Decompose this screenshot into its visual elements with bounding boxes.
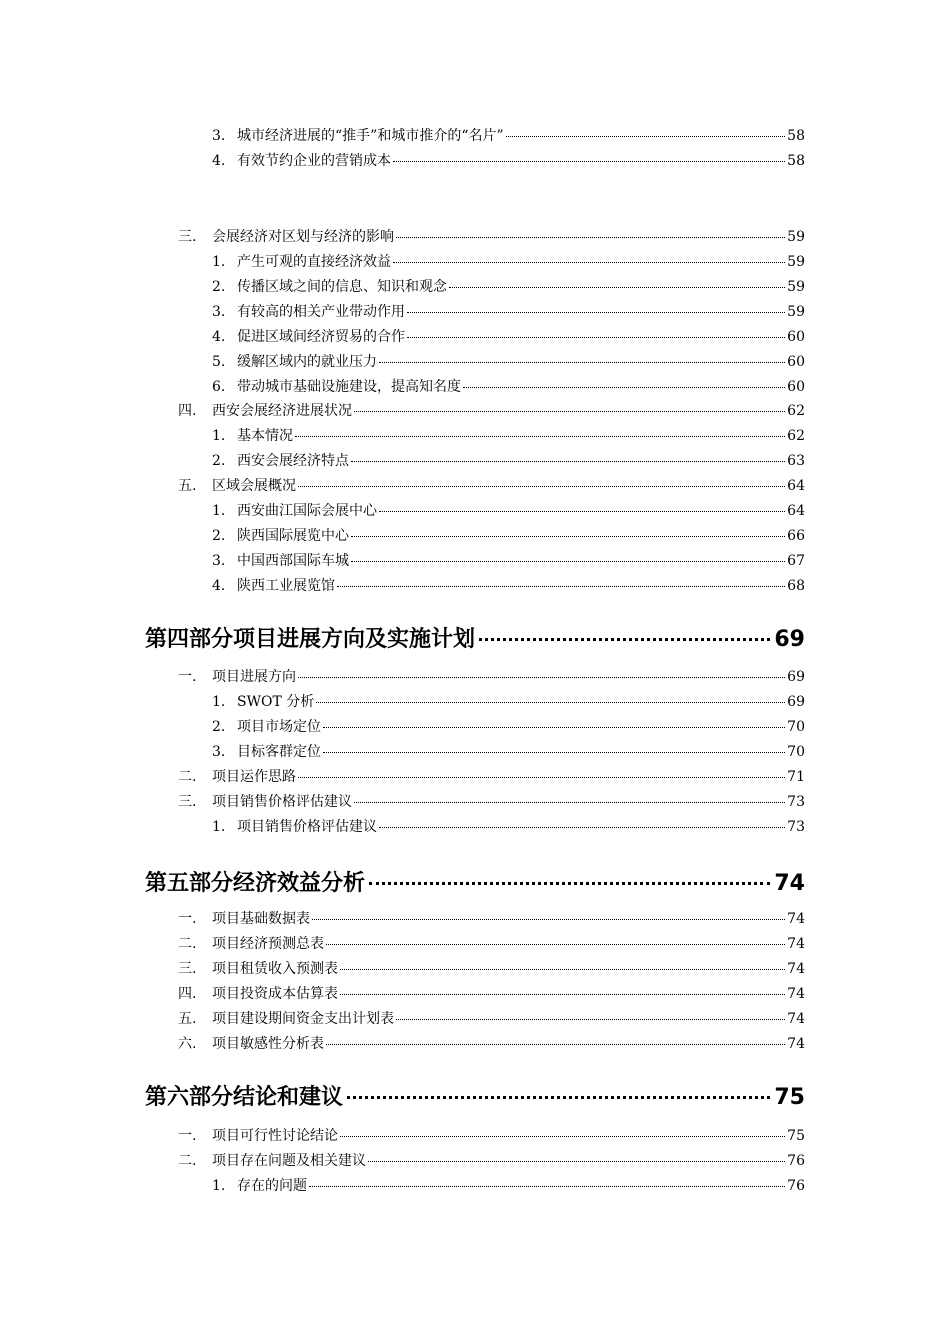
toc-entry-page: 63 xyxy=(787,453,805,469)
toc-entry[interactable] xyxy=(178,666,805,688)
dot-leader xyxy=(351,461,785,462)
dot-leader xyxy=(351,536,785,537)
toc-entry[interactable] xyxy=(212,376,805,398)
toc-entry-title: 项目经济预测总表 xyxy=(212,936,324,952)
toc-entry-page: 74 xyxy=(787,1011,805,1027)
toc-part-heading[interactable] xyxy=(145,623,805,657)
dot-leader xyxy=(393,161,785,162)
toc-entry-title: 西安会展经济特点 xyxy=(237,453,349,469)
toc-entry-number: 1. xyxy=(212,254,226,270)
toc-entry-page: 69 xyxy=(787,694,805,710)
dot-leader xyxy=(316,702,785,703)
toc-entry-number: 五. xyxy=(178,478,197,494)
dot-leader xyxy=(463,387,785,388)
toc-part-heading[interactable] xyxy=(145,867,805,901)
toc-entry-title: 项目运作思路 xyxy=(212,769,296,785)
toc-entry-number: 1. xyxy=(212,694,226,710)
dot-leader xyxy=(506,136,786,137)
toc-entry[interactable] xyxy=(212,326,805,348)
toc-entry[interactable] xyxy=(212,691,805,713)
toc-entry-page: 64 xyxy=(787,503,805,519)
toc-entry-page: 58 xyxy=(787,128,805,144)
toc-entry[interactable] xyxy=(212,125,805,147)
toc-entry-number: 二. xyxy=(178,769,197,785)
toc-entry-page: 75 xyxy=(787,1128,805,1144)
dot-leader xyxy=(379,827,785,828)
toc-entry-number: 第四部分 xyxy=(145,627,234,652)
toc-entry-title: 结论和建议 xyxy=(233,1085,344,1110)
toc-entry-page: 59 xyxy=(787,279,805,295)
toc-entry-title: 陕西国际展览中心 xyxy=(237,528,349,544)
dot-leader xyxy=(295,436,785,437)
dot-leader xyxy=(368,1161,785,1162)
toc-entry-title: 项目敏感性分析表 xyxy=(212,1036,324,1052)
toc-entry-title: 经济效益分析 xyxy=(233,871,366,896)
toc-entry-title: 传播区域之间的信息、知识和观念 xyxy=(237,279,447,295)
toc-entry[interactable] xyxy=(212,301,805,323)
toc-entry-title: 中国西部国际车城 xyxy=(237,553,349,569)
toc-entry[interactable] xyxy=(212,500,805,522)
toc-entry-number: 三. xyxy=(178,794,197,810)
toc-entry-title: 带动城市基础设施建设，提高知名度 xyxy=(237,379,461,395)
dot-leader xyxy=(347,1096,770,1099)
dot-leader xyxy=(396,237,785,238)
toc-entry-title: 存在的问题 xyxy=(237,1178,307,1194)
dot-leader xyxy=(407,337,785,338)
toc-entry-number: 一. xyxy=(178,669,197,685)
toc-entry[interactable] xyxy=(178,1150,805,1172)
toc-entry-number: 一. xyxy=(178,1128,197,1144)
dot-leader xyxy=(369,882,770,885)
toc-entry-page: 58 xyxy=(787,153,805,169)
toc-entry[interactable] xyxy=(212,251,805,273)
toc-entry-number: 1. xyxy=(212,1178,226,1194)
toc-entry-title: 项目进展方向及实施计划 xyxy=(233,627,476,652)
toc-entry-title: 缓解区域内的就业压力 xyxy=(237,354,377,370)
toc-part-heading[interactable] xyxy=(145,1081,805,1115)
toc-entry[interactable] xyxy=(178,226,805,248)
toc-entry[interactable] xyxy=(212,550,805,572)
toc-entry-page: 64 xyxy=(787,478,805,494)
toc-entry-number: 6. xyxy=(212,379,226,395)
toc-entry-page: 76 xyxy=(787,1153,805,1169)
toc-entry-page: 76 xyxy=(787,1178,805,1194)
dot-leader xyxy=(298,677,785,678)
dot-leader xyxy=(312,919,785,920)
toc-entry-number: 4. xyxy=(212,153,226,169)
toc-entry-page: 73 xyxy=(787,819,805,835)
toc-entry-number: 1. xyxy=(212,819,226,835)
toc-entry-number: 六. xyxy=(178,1036,197,1052)
dot-leader xyxy=(340,1136,785,1137)
toc-entry-page: 75 xyxy=(774,1085,805,1110)
toc-entry-page: 69 xyxy=(787,669,805,685)
toc-entry-title: 项目销售价格评估建议 xyxy=(237,819,377,835)
toc-entry-title: 陕西工业展览馆 xyxy=(237,578,335,594)
toc-entry[interactable] xyxy=(178,475,805,497)
toc-entry-page: 70 xyxy=(787,719,805,735)
toc-entry-page: 74 xyxy=(787,1036,805,1052)
dot-leader xyxy=(449,287,785,288)
toc-entry[interactable] xyxy=(178,766,805,788)
toc-entry-title: 项目市场定位 xyxy=(237,719,321,735)
dot-leader xyxy=(340,994,785,995)
toc-entry-title: 项目可行性讨论结论 xyxy=(212,1128,338,1144)
toc-entry-page: 74 xyxy=(787,986,805,1002)
toc-entry-title: 西安曲江国际会展中心 xyxy=(237,503,377,519)
toc-entry[interactable] xyxy=(212,716,805,738)
toc-entry[interactable] xyxy=(212,816,805,838)
toc-entry-page: 73 xyxy=(787,794,805,810)
toc-entry[interactable] xyxy=(212,450,805,472)
toc-entry-title: 有较高的相关产业带动作用 xyxy=(237,304,405,320)
toc-entry-title: 会展经济对区划与经济的影响 xyxy=(212,229,394,245)
toc-entry-page: 74 xyxy=(787,961,805,977)
toc-entry-page: 66 xyxy=(787,528,805,544)
toc-entry-number: 2. xyxy=(212,279,226,295)
toc-entry-page: 60 xyxy=(787,329,805,345)
toc-entry-title: 有效节约企业的营销成本 xyxy=(237,153,391,169)
toc-entry[interactable] xyxy=(178,983,805,1005)
toc-entry-page: 74 xyxy=(787,911,805,927)
toc-entry-number: 4. xyxy=(212,329,226,345)
toc-entry-page: 60 xyxy=(787,379,805,395)
toc-entry-title: 城市经济进展的“推手”和城市推介的“名片” xyxy=(237,128,504,144)
dot-leader xyxy=(407,312,785,313)
dot-leader xyxy=(326,1044,785,1045)
toc-entry-number: 4. xyxy=(212,578,226,594)
toc-entry-title: 项目投资成本估算表 xyxy=(212,986,338,1002)
dot-leader xyxy=(351,561,785,562)
toc-entry-number: 第六部分 xyxy=(145,1085,234,1110)
toc-entry-number: 五. xyxy=(178,1011,197,1027)
toc-entry-number: 3. xyxy=(212,128,226,144)
dot-leader xyxy=(340,969,785,970)
dot-leader xyxy=(479,638,770,641)
toc-entry-page: 74 xyxy=(787,936,805,952)
toc-entry-title: 西安会展经济进展状况 xyxy=(212,403,352,419)
toc-entry-title: 产生可观的直接经济效益 xyxy=(237,254,391,270)
toc-entry-title: 基本情况 xyxy=(237,428,293,444)
dot-leader xyxy=(393,262,785,263)
dot-leader xyxy=(354,411,785,412)
toc-entry-page: 70 xyxy=(787,744,805,760)
toc-entry-page: 67 xyxy=(787,553,805,569)
toc-entry-page: 62 xyxy=(787,428,805,444)
toc-entry[interactable] xyxy=(212,351,805,373)
toc-entry-title: 项目进展方向 xyxy=(212,669,296,685)
toc-entry-page: 59 xyxy=(787,254,805,270)
toc-entry-number: 1. xyxy=(212,428,226,444)
dot-leader xyxy=(323,727,785,728)
dot-leader xyxy=(379,511,785,512)
toc-entry-number: 二. xyxy=(178,1153,197,1169)
toc-entry-title: SWOT 分析 xyxy=(237,694,315,710)
toc-entry[interactable] xyxy=(212,575,805,597)
toc-entry-page: 68 xyxy=(787,578,805,594)
toc-entry-number: 三. xyxy=(178,229,197,245)
toc-entry-page: 59 xyxy=(787,304,805,320)
toc-entry-title: 项目存在问题及相关建议 xyxy=(212,1153,366,1169)
toc-entry-number: 二. xyxy=(178,936,197,952)
toc-entry-number: 2. xyxy=(212,453,226,469)
dot-leader xyxy=(326,944,785,945)
toc-entry-title: 目标客群定位 xyxy=(237,744,321,760)
toc-entry-title: 项目销售价格评估建议 xyxy=(212,794,352,810)
toc-entry-title: 项目建设期间资金支出计划表 xyxy=(212,1011,394,1027)
dot-leader xyxy=(354,802,785,803)
toc-entry[interactable] xyxy=(178,958,805,980)
toc-entry[interactable] xyxy=(178,908,805,930)
toc-entry-number: 1. xyxy=(212,503,226,519)
toc-entry[interactable] xyxy=(178,1125,805,1147)
dot-leader xyxy=(309,1186,785,1187)
toc-entry-page: 74 xyxy=(774,871,805,896)
dot-leader xyxy=(396,1019,785,1020)
toc-entry-page: 71 xyxy=(787,769,805,785)
toc-entry[interactable] xyxy=(212,525,805,547)
toc-entry-number: 3. xyxy=(212,553,226,569)
dot-leader xyxy=(298,486,785,487)
toc-entry[interactable] xyxy=(212,741,805,763)
toc-entry-number: 第五部分 xyxy=(145,871,234,896)
toc-entry-title: 促进区域间经济贸易的合作 xyxy=(237,329,405,345)
dot-leader xyxy=(323,752,785,753)
toc-entry[interactable] xyxy=(212,425,805,447)
toc-entry-page: 69 xyxy=(774,627,805,652)
toc-entry-number: 三. xyxy=(178,961,197,977)
toc-entry-number: 5. xyxy=(212,354,226,370)
toc-entry[interactable] xyxy=(178,933,805,955)
toc-entry-number: 四. xyxy=(178,403,197,419)
toc-entry[interactable] xyxy=(178,400,805,422)
dot-leader xyxy=(337,586,785,587)
toc-entry-title: 项目租赁收入预测表 xyxy=(212,961,338,977)
toc-entry-number: 一. xyxy=(178,911,197,927)
dot-leader xyxy=(379,362,785,363)
toc-entry-number: 3． xyxy=(212,744,235,760)
toc-entry[interactable] xyxy=(178,1033,805,1055)
toc-entry-number: 2. xyxy=(212,528,226,544)
toc-entry[interactable] xyxy=(212,276,805,298)
toc-entry[interactable] xyxy=(178,791,805,813)
toc-entry[interactable] xyxy=(212,150,805,172)
toc-entry-page: 62 xyxy=(787,403,805,419)
toc-entry[interactable] xyxy=(178,1008,805,1030)
toc-entry-number: 2． xyxy=(212,719,235,735)
toc-entry-title: 项目基础数据表 xyxy=(212,911,310,927)
toc-entry-number: 3. xyxy=(212,304,226,320)
toc-entry-title: 区域会展概况 xyxy=(212,478,296,494)
dot-leader xyxy=(298,777,785,778)
toc-entry-page: 59 xyxy=(787,229,805,245)
toc-entry-page: 60 xyxy=(787,354,805,370)
toc-entry-number: 四. xyxy=(178,986,197,1002)
toc-entry[interactable] xyxy=(212,1175,805,1197)
